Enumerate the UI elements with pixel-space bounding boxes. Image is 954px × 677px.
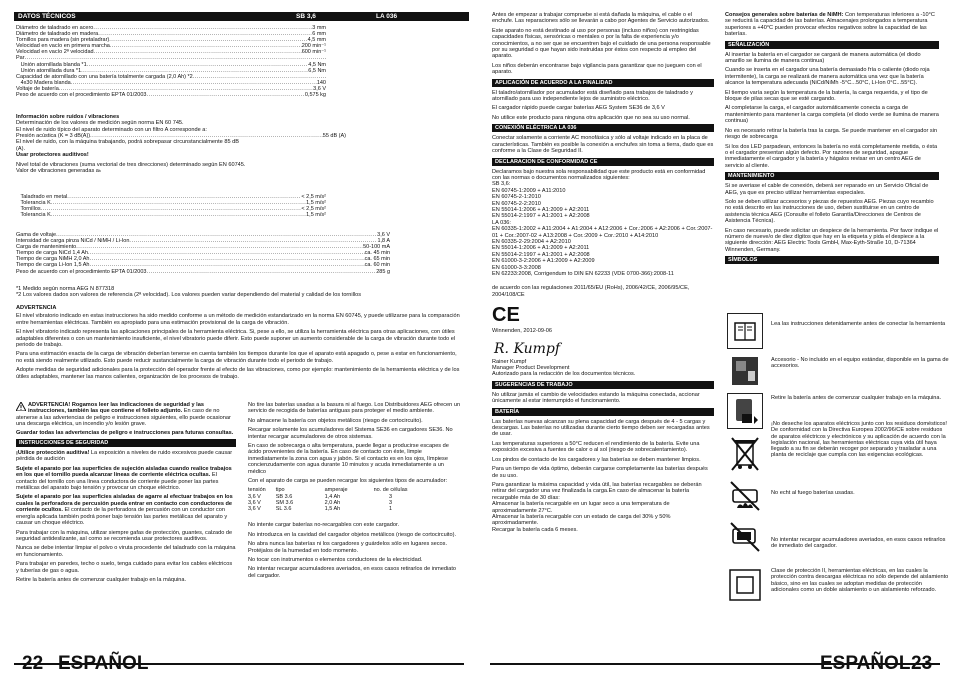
spec-row-value: 600 min⁻¹ bbox=[301, 49, 326, 56]
norm-line: EN 61000-3-3:2008 bbox=[492, 264, 541, 271]
advert-section: ADVERTENCIA El nivel vibratorio indicado en estas instrucciones ha sido medido conforme a un método de medición estandarizado en la norma EN 60745, y puede utilizarse para la comparación entre herramientas eléctricas. También es apropiado para una estimación provisional de la carga de vibración. El nivel vibratorio indicado representa las aplicaciones principales de la herramienta eléctrica. Si, pese a ello, se utiliza la herramienta eléctrica para otras aplicaciones, con útiles adaptables diferentes o con un mantenimiento insuficiente, el nivel vibratorio puede diferir. Esto puede suponer un aumento considerable de la carga de vibración durante todo el periodo de trabajo. Para una estimación exacta de la carga de vibración deberían tenerse en cuenta también los tiempos durante los que el aparato está apagado o, pese a estar en funcionamiento, no está siendo realmente utilizado. Esto puede reducir sustancialmente la carga de vibración durante todo el periodo de trabajo. Adopte medidas de seguridad adicionales para la protección del operador frente al efecto de las vibraciones, como por ejemplo: mantenimiento de la herramienta eléctrica y de los útiles adaptables, mantener las manos calientes, organización de los procesos de trabajo. bbox=[16, 305, 460, 380]
maintenance-title: MANTENIMIENTO bbox=[725, 172, 939, 180]
class-ii-icon bbox=[727, 567, 763, 603]
manual-icon bbox=[727, 313, 763, 349]
tech-data-header bbox=[14, 12, 469, 21]
spec-row-label: Peso de acuerdo con el procedimiento EPTA 01/2003 bbox=[16, 92, 147, 99]
norm-line: EN 55014-2:1997 + A1:2001 + A2:2008 bbox=[492, 213, 590, 220]
charger-row-value: 1,8 A bbox=[377, 238, 390, 245]
spec-row-value: 0,575 kg bbox=[304, 92, 326, 99]
header-col-la: LA 036 bbox=[376, 13, 398, 20]
vibration-row-label: Tornillos bbox=[16, 206, 41, 213]
norm-line: EN 55014-1:2006 + A1:2009 + A2:2011 bbox=[492, 206, 590, 213]
symbols-list: Lea las instrucciones detenidamente antes de conectar la herramienta Accesorio - No incluido en el equipo estándar, disponible en la gama de accesorios. Retire la batería antes de comenzar cualquier trabajo en la máquina. ¡No deseche los aparatos eléctricos junto con los residuos domésticos! De conformidad con la Directiva Europea 2002/96/CE sobre residuos de aparatos eléctricos y electrónicos y su aplicación de acuerdo con la legislación nacional, las herramientas eléctricas cuya vida útil haya llegado a su fin se deberán recoger por separado y trasladar a una planta de reciclaje que cumpla con las exigencias ecológicas. No echt al fuego baterías usadas. No intentar recargar acumuladores averiados, en esos casos retirarlos de inmediato del cargador. Clase de protección II, herramientas eléctricas, en las cuales la protección contra descargas eléctricas no sólo depende del aislamiento básico, sino en las cuales se adoptan medidas de protección adicionales como un doble aislamiento o un aislamiento reforzado. bbox=[727, 313, 952, 643]
right-footer bbox=[477, 651, 954, 677]
left-column: ADVERTENCIA! Rogamos leer las indicaciones de seguridad y las instrucciones, también las que contiene el folleto adjunto. En caso de no atenerse a las advertencias de peligro e instrucciones siguientes, ello puede ocasionar una descarga eléctrica, un incendio y/o lesión grave. Guardar todas las advertencias de peligro e instrucciones para futuras consultas. INSTRUCCIONES DE SEGURIDAD ¡Utilice protección auditiva! La exposición a niveles de ruido excesivos puede causar pérdida de audición Sujete el aparato por las superficies de sujeción aisladas cuando realice trabajos en los que el tornillo pueda alcanzar líneas de corriente eléctrica ocultas. El contacto del tornillo con una línea conductora de corriente puede poner las partes metálicas del aparato bajo tensión y provocar un choque eléctrico. Sujete el aparato por las superficies aisladas de agarre al efectuar trabajos en los cuales la perforadora de percusión pueda entrar en contacto con conductores de corriente ocultos. El contacto de la perforadora de percusión con un conductor con energía aplicada también podrá poner bajo tensión las partes metálicas del aparato y causar un choque eléctrico. Para trabajar con la máquina, utilizar siempre gafas de protección, guantes, calzado de seguridad antideslizante, así como se recomienda usar protectores auditivos. Nunca se debe intentar limpiar el polvo o viruta procedente del taladrado con la máquina en funcionamiento. Para trabajar en paredes, techo o suelo, tenga cuidado para evitar los cables eléctricos y tuberías de gas o agua. Retire la batería antes de comenzar cualquier trabajo en la máquina. bbox=[16, 402, 236, 583]
footnotes: *1 Medido según norma AEG N 877318 *2 Los valores dados son valores de referencia (2ª velocidad). Los valores pueden variar dependiendo del material y calidad de los tornillos bbox=[16, 286, 362, 299]
charger-row-label: Tiempo de carga NiMH 2,0 Ah bbox=[16, 256, 90, 263]
charger-row-label: Tiempo de carga NiCd 1,4 Ah bbox=[16, 250, 88, 257]
norm-line: SB 3,6: bbox=[492, 181, 511, 188]
spec-row-value: 3 mm bbox=[312, 25, 326, 31]
signal-title: SEÑALIZACIÓN bbox=[725, 41, 939, 49]
vibration-row bbox=[16, 212, 326, 218]
charger-row-value: 285 g bbox=[376, 268, 390, 275]
charger-row-value: ca. 60 min bbox=[364, 262, 390, 269]
noise-text-2: El nivel de ruido típico del aparato determinado con un filtro A corresponde a: bbox=[16, 126, 207, 133]
leader-dots bbox=[51, 212, 306, 218]
vibration-text-1: Nivel total de vibraciones (suma vectorial de tres direcciones) determinado según EN 60745. bbox=[16, 161, 246, 168]
remove-battery-icon bbox=[727, 393, 763, 429]
language-label-right: ESPAÑOL bbox=[820, 653, 911, 674]
spec-row-label: Velocidad en vacío 2ª velocidad bbox=[16, 49, 94, 56]
work-title: SUGERENCIAS DE TRABAJO bbox=[492, 381, 714, 389]
charger-row-value: ca. 45 min bbox=[364, 250, 390, 257]
charger-list bbox=[16, 232, 390, 275]
spec-row-value: 200 min⁻¹ bbox=[301, 43, 326, 50]
ear-protect-text: Usar protectores auditivos! bbox=[16, 152, 89, 159]
spec-row-value: 140 bbox=[316, 79, 326, 86]
norm-line: EN 60335-1:2002 + A11:2004 + A1:2004 + A12:2006 + Cor.:2006 + A2:2006 + Cor.:2007-01 + Cor.:2007-02 + A13:2008 + Cor.:2009 + Cor.:2010 + A14:2010 bbox=[492, 226, 713, 239]
norm-line: EN 60745-2-1:2010 bbox=[492, 194, 541, 201]
ce-mark: CE bbox=[492, 304, 520, 327]
no-damaged-battery-icon bbox=[727, 519, 763, 555]
vibration-row-label: Taladrado en metal bbox=[16, 194, 68, 200]
warning-triangle-icon bbox=[16, 402, 26, 411]
conformity-title: DECLARACION DE CONFORMIDAD CE bbox=[492, 158, 714, 166]
spec-row-value: 4,5 Nm bbox=[308, 61, 326, 68]
charger-row-label: Gama de voltaje bbox=[16, 232, 57, 238]
conformity-norms bbox=[492, 181, 714, 277]
noise-text-3: El nivel de ruido, con la máquina trabajando, podrá sobrepasar circunstancialmente 85 dB (A). bbox=[16, 139, 239, 152]
spec-row bbox=[16, 92, 326, 98]
accessory-icon bbox=[727, 353, 763, 389]
norm-line: EN 60745-1:2009 + A11:2010 bbox=[492, 187, 566, 194]
advert-title: ADVERTENCIA bbox=[16, 305, 57, 311]
right-col-a: Antes de empezar a trabajar compruebe si está dañada la máquina, el cable o el enchufe. Las reparaciones sólo se llevarán a cabo por Agentes de Servicio autorizados. Este aparato no está destinado al uso por personas (incluso niños) con restringidas capacidades físicas, sensóricas o mentales o por la falta de experiencia y/o conocimientos, a no ser que se encuentren bajo el cuidado de una persona responsable por su seguridad o que hayan sido instruidas por éstos con respecto al empleo del aparato. Los niños deberán encontrarse bajo vigilancia para garantizar que no jueguen con el aparato. APLICACIÓN DE ACUERDO A LA FINALIDAD El taladro/atornillador por acumulador está diseñado para trabajos de taladrado y atornillado para uso independiente lejos de suministro eléctrico. El cargador rápido puede cargar baterías AEG System SE36 de 3,6 V No utilice este producto para ninguna otra aplicación que no sea su uso normal. CONEXIÓN ELÉCTRICA LA 036 Conectar solamente a corriente AC monofásica y sólo al voltaje indicado en la placa de características. También es posible la conexión a enchufes sin toma a tierra, dado que es conforme a la Clase de Seguridad II. DECLARACION DE CONFORMIDAD CE Declaramos bajo nuestra sola responsabilidad que este producto está en conformidad con las normas o documentos normalizados siguientes: SB 3,6: EN 60745-1:2009 + A11:2010 EN 60745-2-1:2010 EN 60745-2-2:2010 EN 55014-1:2006 + A1:2009 + A2:2011 EN 55014-2:1997 + A1:2001 + A2:2008 LA 036: EN 60335-1:2002 + A11:2004 + A1:2004 + A12:2006 + Cor.:2006 + A2:2006 + Cor.:2007-01 + Cor.:2007-02 + A13:2008 + Cor.:2009 + Cor.:2010 + A14:2010 EN 60335-2-29:2004 + A2:2010 EN 55014-1:2006 + A1:2009 + A2:2011 EN 55014-2:1997 + A1:2001 + A2:2008 EN 61000-3-2:2006 + A1:2009 + A2:2009 EN 61000-3-3:2008 EN 62233:2008, Corrigendum to DIN EN 62233 (VDE 0700-366):2008-11 de acuerdo con las regulaciones 2011/65/EU (RoHs), 2006/42/CE, 2006/95/CE, 2004/108/CE CE Winnenden, 2012-09-06 R. Kumpf Rainer Kumpf Manager Product Development Autorizado para la redacción de los documentos técnicos. SUGERENCIAS DE TRABAJO No utilizar jamás el cambio de velocidades estando la máquina conectada, accionar únicamente al estar interrumpido el funcionamiento. BATERÍA Las baterías nuevas alcanzan su plena capacidad de carga después de 4 - 5 cargas y descargas. Las baterías no utilizadas durante cierto tiempo deben ser recargadas antes de usar. Las temperaturas superiores a 50°C reducen el rendimiento de la batería. Evite una exposición excesiva a fuentes de calor o al sol (riesgo de sobrecalentamiento). Los pindos de contacto de los cargadores y las baterías se deben mantener limpios. Para un tiempo de vida óptimo, deberán cargarse completamente las baterías después de su uso. Para garantizar la máxima capacidad y vida útil, las baterías recargables se deberán retirar del cargador una vez finalizada la carga.En caso de almacenar la batería recargable más de 30 días: Almacenar la batería recargable en un lugar seco a una temperatura de aproximadamente 27°C. Almacenar la batería recargable con un estado de carga del 30% y 50% aproximadamente. Recargar la batería cada 6 meses. bbox=[492, 12, 714, 533]
safety-title: INSTRUCCIONES DE SEGURIDAD bbox=[16, 439, 236, 447]
norm-line: EN 62233:2008, Corrigendum to DIN EN 62233 (VDE 0700-366):2008-11 bbox=[492, 271, 674, 277]
left-footer bbox=[0, 651, 477, 677]
leader-dots bbox=[146, 92, 304, 98]
vibration-text-2: Valor de vibraciones generadas aₕ bbox=[16, 167, 102, 174]
right-page bbox=[477, 0, 954, 677]
norm-line: EN 60745-2-2:2010 bbox=[492, 200, 541, 207]
spec-row-label: Velocidad en vacío en primera marcha bbox=[16, 43, 110, 50]
spec-row-value: 3,6 V bbox=[313, 85, 326, 92]
vibration-row-value: 1,5 m/s² bbox=[306, 200, 326, 207]
tech-data-title: DATOS TÉCNICOS bbox=[18, 13, 76, 20]
charger-row-value: ca. 65 min bbox=[364, 256, 390, 263]
spec-row-label: Voltaje de batería bbox=[16, 85, 59, 92]
noise-title: Información sobre ruidos / vibraciones bbox=[16, 114, 120, 120]
spec-row-value: 6,5 Nm bbox=[308, 67, 326, 74]
noise-section bbox=[16, 114, 346, 174]
spec-row-value: 4,5 mm bbox=[307, 37, 326, 44]
spec-row-label: Capacidad de atornillado con una batería totalmente cargada (2,0 Ah) *2 bbox=[16, 73, 193, 80]
noise-text-1: Determinación de los valores de medición según norma EN 60 745. bbox=[16, 120, 184, 127]
norm-line: EN 60335-2-29:2004 + A2:2010 bbox=[492, 238, 571, 245]
right-col-b: Consejos generales sobre baterías de NiMH: Con temperaturas inferiores a -10°C se reducirá la capacidad de las baterías. Almacenajes prolongados a temperatura superiores a +40°C pueden provocar efectos negativos sobre la capacidad de las baterías. SEÑALIZACIÓN Al insertar la batería en el cargador se cargará de manera automática (el diodo amarillo se ilumina de manera continua) Cuando se inserta en el cargador una batería demasiado fría o caliente (diodo roja intermitente), la carga se realizará de manera automática una vez que la batería alcance la temperatura adecuada (NiCd/NiMh -5°C...50°C, Li-Ion 0°C...55°C). El tiempo varía según la temperatura de la batería, la carga requerida, y el tipo de bloque de pilas secas que se esté cargando. Al completarse la carga, el cargador automáticamente conecta a carga de mantenimiento para mantener la carga completa (el diodo verde se ilumina de manera continua) No es necesario retirar la batería tras la carga. Se puede mantener en el cargador sin riesgo de sobrecarga Si los dos LED parpadean, entonces la batería no está completamente metida, o ésta o el cargador presentan algún defecto. Por razones de seguridad, apague inmediatamente el cargador y la batería y hágalos revisar en un centro AEG de servicio al cliente. MANTENIMIENTO Si se averiase el cable de conexión, deberá ser reparado en un Servicio Oficial de AEG, ya que es preciso utilizar herramientas especiales. Solo se deben utilizar accesorios y piezas de repuestos AEG. Piezas cuyo recambio no está descrito en las instrucciones de uso, deben sustituirse en un centro de asistencia técnica AEG (Consulte el folleto Garantía/Direcciones de Centros de Asistencia Técnica). En caso necesario, puede solicitar un despiece de la herramienta. Por favor indique el número de nueve/o de diez dígitos que hay en la etiqueta y pida el despiece a la siguiente dirección: AEG Electric Tools GmbH, Max-Eyth-Straße 10, D-71364 Winnenden, Germany. SÍMBOLOS bbox=[725, 12, 939, 264]
spec-row-label: Tornillos para madera (sin pretaladrar) bbox=[16, 37, 110, 44]
weee-bin-icon bbox=[727, 435, 763, 471]
battery-title: BATERÍA bbox=[492, 408, 714, 416]
language-label-left: ESPAÑOL bbox=[58, 653, 149, 674]
norm-line: EN 55014-2:1997 + A1:2001 + A2:2008 bbox=[492, 251, 590, 258]
use-title: APLICACIÓN DE ACUERDO A LA FINALIDAD bbox=[492, 79, 714, 87]
norm-line: EN 61000-3-2:2006 + A1:2009 + A2:2009 bbox=[492, 258, 595, 265]
spec-list bbox=[16, 25, 326, 98]
charger-row-label: Tiempo de carga Li-Ion 1,5 Ah bbox=[16, 262, 90, 269]
vibration-list bbox=[16, 194, 326, 218]
vibration-row-value: < 2,5 m/s² bbox=[301, 194, 326, 200]
spec-row-label: Unión atornillada blanda *1 bbox=[16, 61, 87, 68]
charger-row-value: 3,6 V bbox=[377, 232, 390, 238]
spec-row-value: 6 mm bbox=[312, 31, 326, 38]
norm-line: LA 036: bbox=[492, 219, 511, 226]
charger-row-label: Intensidad de carga pinza NiCd / NiMH / Li-Ion bbox=[16, 238, 130, 245]
norm-line: EN 55014-1:2006 + A1:2009 + A2:2011 bbox=[492, 245, 590, 252]
charger-row-label: Peso de acuerdo con el procedimiento EPTA 01/2003 bbox=[16, 268, 147, 275]
spec-row-label: Unión atornillada dura *1 bbox=[16, 67, 82, 74]
cell-table: tensión tipo amperaje no. de células 3,6 V SB 3.6 1,4 Ah 3 3,6 V SM 3.6 2,0 Ah 3 3,6 V SL 3.6 1,5 Ah 1 bbox=[248, 487, 408, 513]
header-col-sb: SB 3,6 bbox=[296, 13, 316, 20]
spec-row-label: 4x30 Madera blanda bbox=[16, 79, 71, 86]
noise-row: Presión acústica (K = 3 dB(A)) ..... 55 dB (A) bbox=[16, 133, 346, 139]
page-number-left: 22 bbox=[22, 653, 44, 674]
vibration-row-label: Tolerancia K bbox=[16, 212, 51, 219]
page-number-right: 23 bbox=[911, 653, 933, 674]
vibration-row-value: 1,5 m/s² bbox=[306, 212, 326, 219]
symbols-title: SÍMBOLOS bbox=[725, 256, 939, 264]
no-fire-icon bbox=[727, 478, 763, 514]
spec-row-label: Diámetro de taladrado en acero bbox=[16, 25, 94, 31]
vibration-row-label: Tolerancia K bbox=[16, 200, 51, 207]
middle-column: No tire las baterías usadas a la basura ni al fuego. Los Distribuidores AEG ofrecen un servicio de recogida de baterías antiguas para proteger el medio ambiente. No almacene la batería con objetos metálicos (riesgo de cortocircuito). Recargar solamente los acumuladores del Sistema SE36 en cargadores SE36. No intentar recargar acumuladores de otros sistemas. En caso de sobrecarga o alta temperatura, puede llegar a producirse escapes de ácido provenientes de la batería. En caso de contacto con éste, limpie inmediatamente la zona con agua y jabón. Si el contacto es en los ojos, límpiese concienzudamente con agua durante 10 minutos y acuda inmediatamente a un médico Con el aparato de carga se pueden recargar los siguientes tipos de acumulador: tensión tipo amperaje no. de células 3,6 V SB 3.6 1,4 Ah 3 3,6 V SM 3.6 2,0 Ah 3 3,6 V SL 3.6 1,5 Ah 1 No intente cargar baterías no-recargables con este cargador. No introduzca en la cavidad del cargador objetos metálicos (riesgo de cortocircuito). No abra nunca las baterías ni los cargadores y guárdelos sólo en lugares secos. Protéjalos de la humedad en todo momento. No tocar con instrumentos o elementos conductores de la electricidad. No intentar recargar acumuladores averiados, en esos casos retirarlos de inmediato del cargador. bbox=[248, 402, 461, 579]
spec-row-label: Diámetro de taladrado en madera bbox=[16, 31, 99, 38]
leader-dots bbox=[146, 269, 376, 275]
warning-block: ADVERTENCIA! Rogamos leer las indicaciones de seguridad y las instrucciones, también las que contiene el folleto adjunto. En caso de no atenerse a las advertencias de peligro e instrucciones siguientes, ello puede ocasionar una descarga eléctrica, un incendio y/o lesión grave. Guardar todas las advertencias de peligro e instrucciones para futuras consultas. bbox=[16, 402, 234, 436]
charger-row bbox=[16, 269, 390, 275]
signature: R. Kumpf bbox=[494, 340, 561, 357]
charger-row-value: 50-100 mA bbox=[363, 244, 390, 251]
charger-row-label: Carga de mantenimiento bbox=[16, 244, 77, 251]
elec-title: CONEXIÓN ELÉCTRICA LA 036 bbox=[492, 124, 714, 132]
vibration-row-value: < 2,5 m/s² bbox=[301, 206, 326, 213]
spec-row-label: Par bbox=[16, 55, 25, 62]
